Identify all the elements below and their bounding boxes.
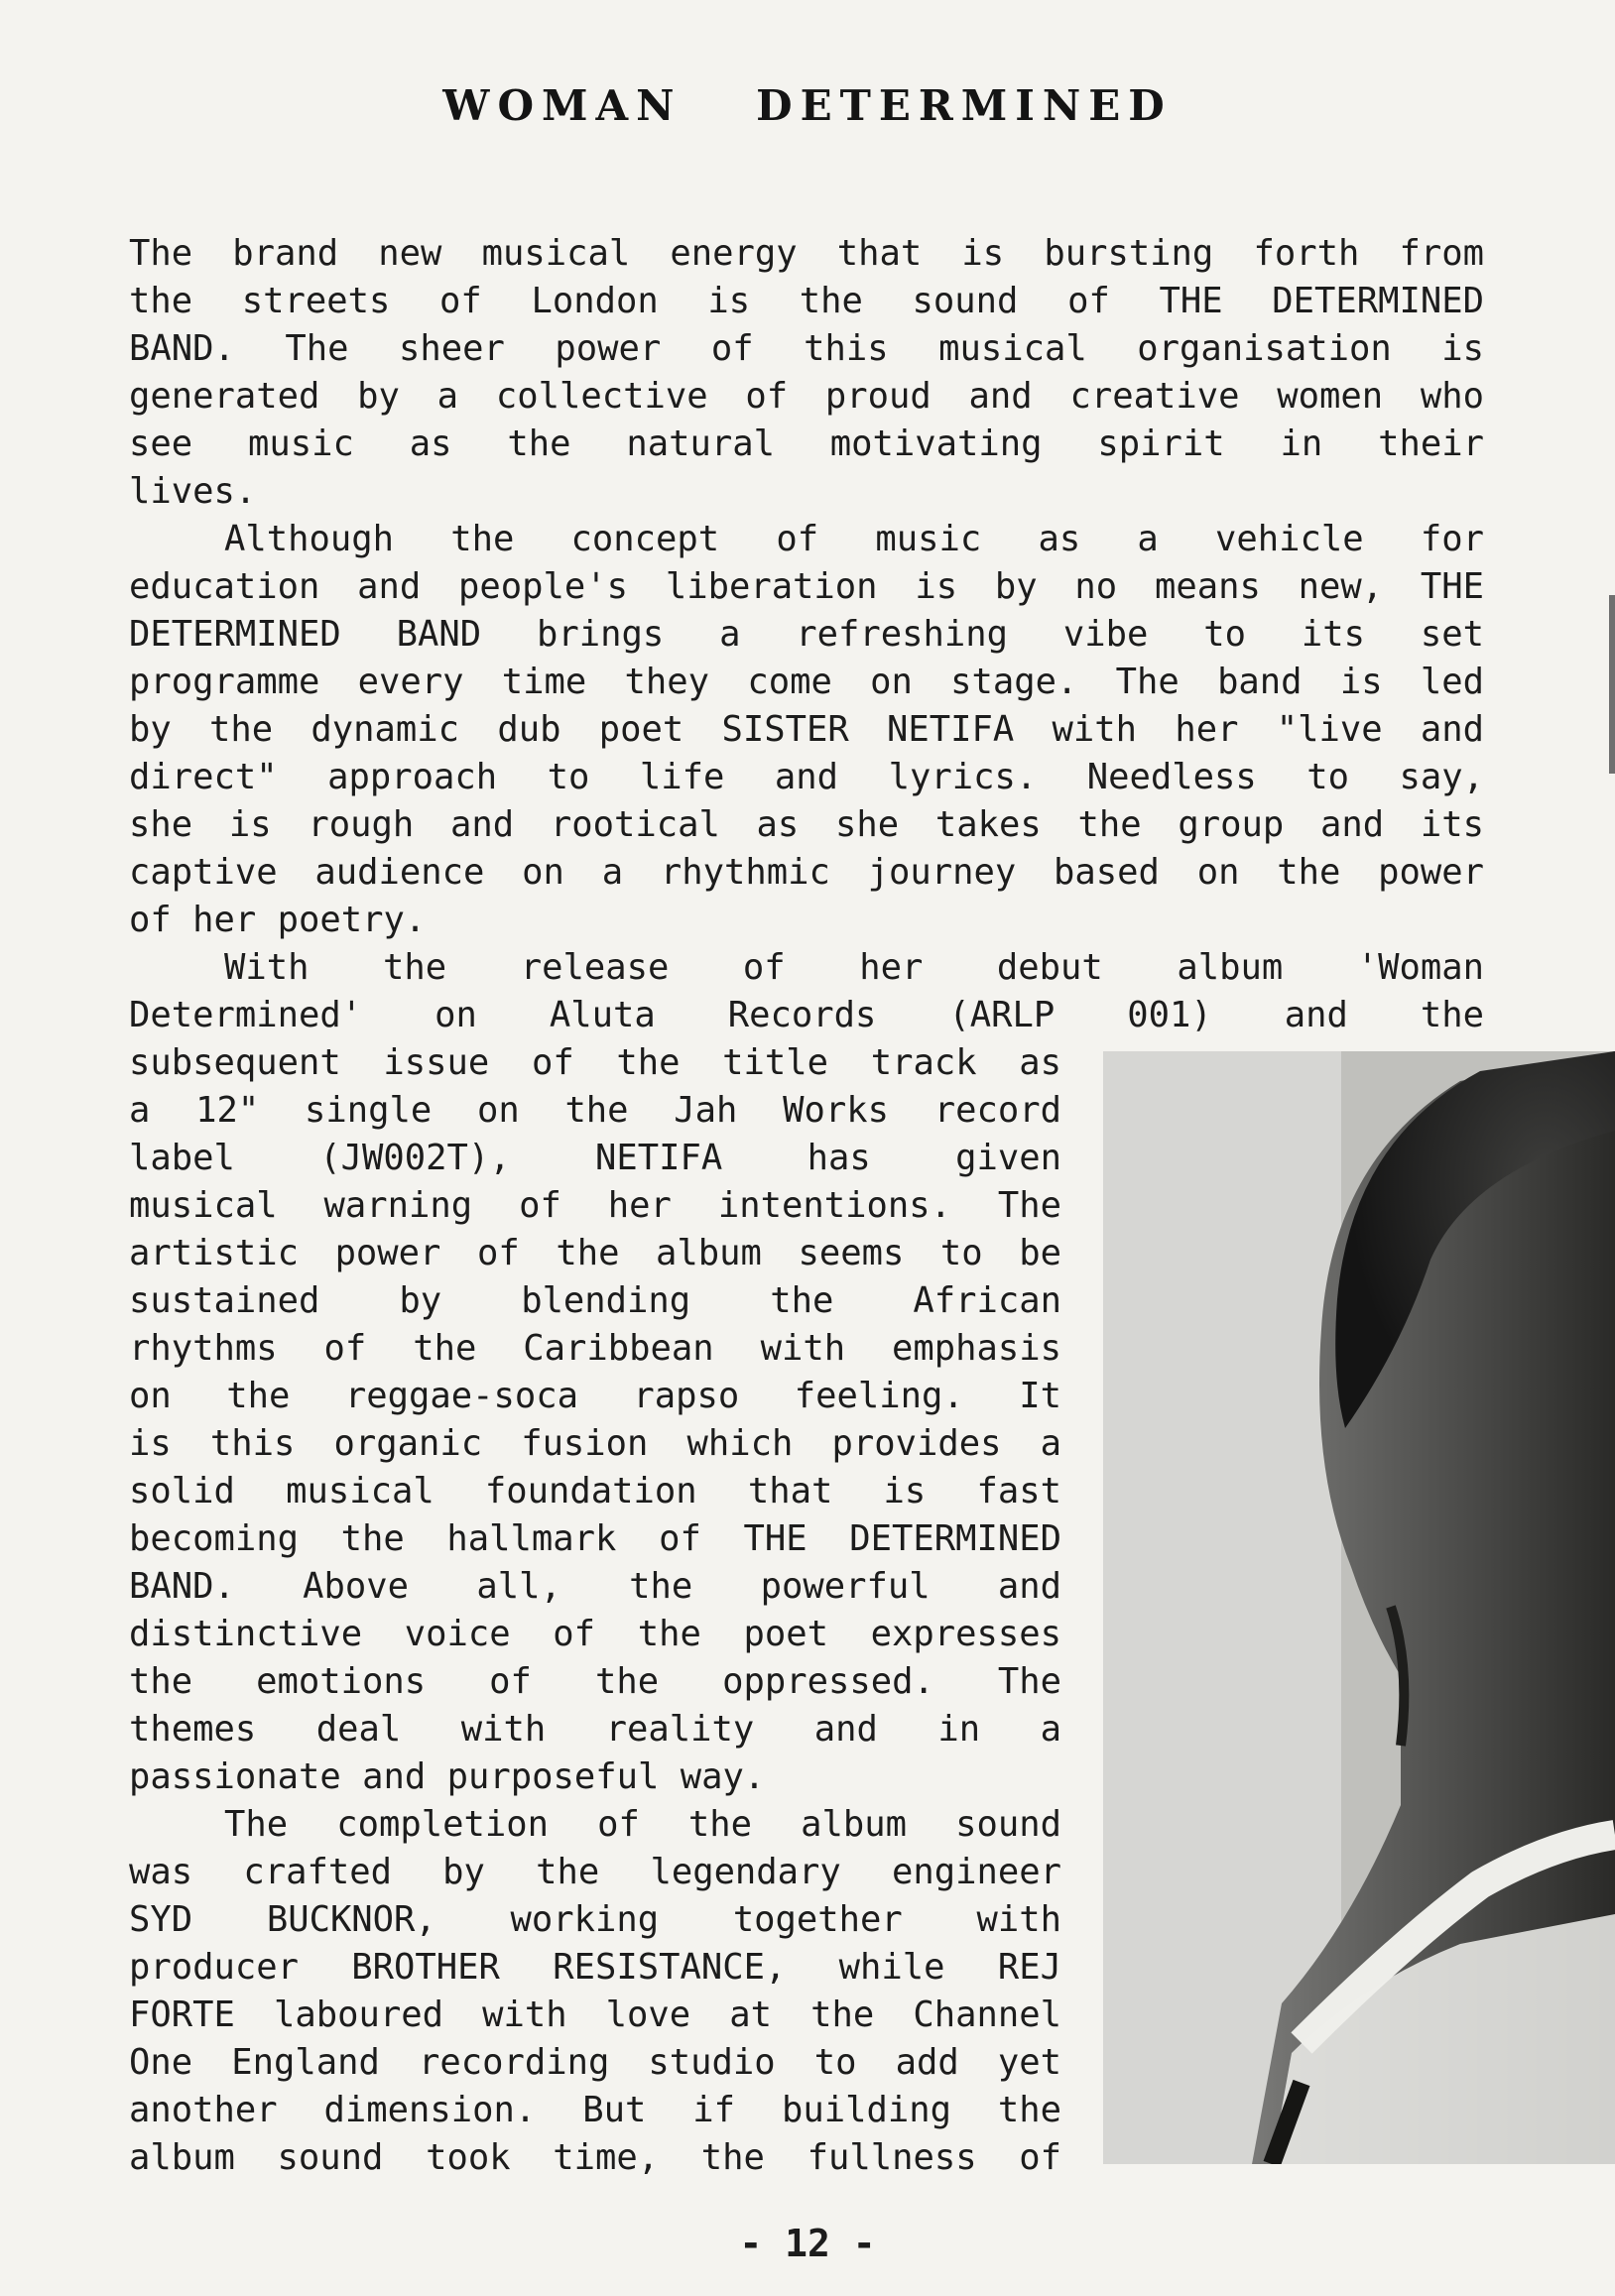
- text-line: is this organic fusion which provides a: [129, 1423, 1061, 1464]
- text-line: see music as the natural motivating spirit in their: [129, 423, 1484, 464]
- text-line: by the dynamic dub poet SISTER NETIFA with her "live and: [129, 709, 1484, 750]
- text-line: producer BROTHER RESISTANCE, while REJ: [129, 1947, 1061, 1988]
- text-line: FORTE laboured with love at the Channel: [129, 1994, 1061, 2035]
- text-line: another dimension. But if building the: [129, 2090, 1061, 2130]
- text-line: lives.: [129, 471, 257, 512]
- text-line: BAND. Above all, the powerful and: [129, 1566, 1061, 1607]
- text-line: solid musical foundation that is fast: [129, 1471, 1061, 1511]
- text-line: she is rough and rootical as she takes the group and its: [129, 804, 1484, 845]
- text-line: Determined' on Aluta Records (ARLP 001) and the: [129, 995, 1484, 1035]
- page-number: - 12 -: [739, 2222, 876, 2265]
- portrait-photo: [1103, 1051, 1615, 2164]
- text-line: musical warning of her intentions. The: [129, 1185, 1061, 1226]
- text-line: on the reggae-soca rapso feeling. It: [129, 1376, 1061, 1416]
- text-line: Although the concept of music as a vehicle for: [224, 519, 1484, 559]
- text-line: themes deal with reality and in a: [129, 1709, 1061, 1750]
- text-line: captive audience on a rhythmic journey based on the power: [129, 852, 1484, 893]
- text-line: One England recording studio to add yet: [129, 2042, 1061, 2083]
- text-line: the streets of London is the sound of THE DETERMINED: [129, 281, 1484, 321]
- text-line: artistic power of the album seems to be: [129, 1233, 1061, 1273]
- text-line: rhythms of the Caribbean with emphasis: [129, 1328, 1061, 1369]
- text-line: programme every time they come on stage. The band is led: [129, 662, 1484, 702]
- text-line: The completion of the album sound: [224, 1804, 1061, 1845]
- text-line: was crafted by the legendary engineer: [129, 1852, 1061, 1892]
- text-line: of her poetry.: [129, 900, 427, 940]
- text-line: the emotions of the oppressed. The: [129, 1661, 1061, 1702]
- title-word-1: WOMAN: [442, 81, 683, 130]
- text-line: The brand new musical energy that is bursting forth from: [129, 233, 1484, 274]
- text-line: SYD BUCKNOR, working together with: [129, 1899, 1061, 1940]
- text-line: passionate and purposeful way.: [129, 1756, 766, 1797]
- text-line: generated by a collective of proud and creative women who: [129, 376, 1484, 417]
- binding-shadow: [1609, 595, 1615, 774]
- text-line: becoming the hallmark of THE DETERMINED: [129, 1518, 1061, 1559]
- text-line: a 12" single on the Jah Works record: [129, 1090, 1061, 1131]
- text-line: album sound took time, the fullness of: [129, 2137, 1061, 2178]
- title-word-2: DETERMINED: [756, 81, 1173, 130]
- text-line: education and people's liberation is by no means new, THE: [129, 566, 1484, 607]
- page-title: [0, 81, 1615, 130]
- text-line: With the release of her debut album 'Woman: [224, 947, 1484, 988]
- text-line: label (JW002T), NETIFA has given: [129, 1138, 1061, 1178]
- text-line: direct" approach to life and lyrics. Needless to say,: [129, 757, 1484, 797]
- text-line: DETERMINED BAND brings a refreshing vibe to its set: [129, 614, 1484, 655]
- text-line: subsequent issue of the title track as: [129, 1042, 1061, 1083]
- text-line: sustained by blending the African: [129, 1280, 1061, 1321]
- text-line: distinctive voice of the poet expresses: [129, 1614, 1061, 1654]
- text-line: BAND. The sheer power of this musical organisation is: [129, 328, 1484, 369]
